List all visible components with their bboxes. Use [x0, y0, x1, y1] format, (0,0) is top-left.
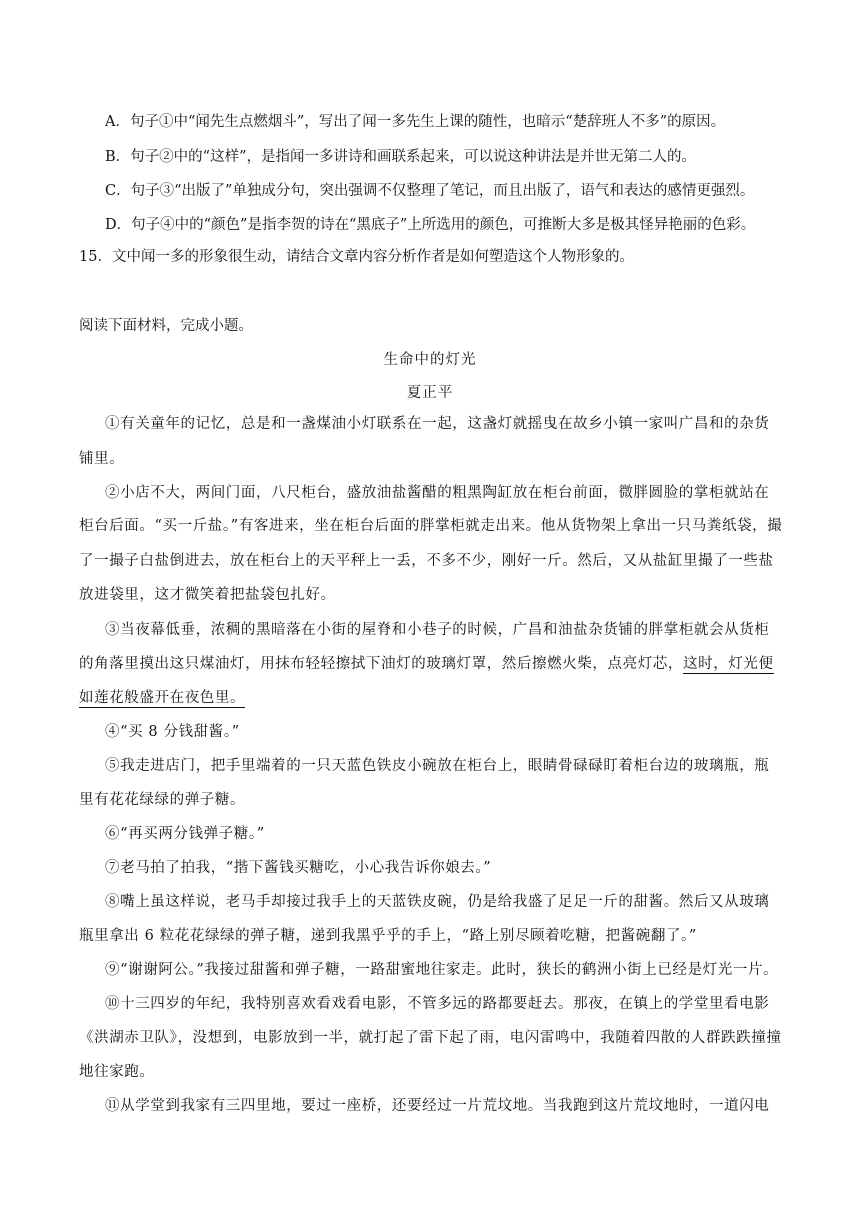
underlined-sentence-end: 如莲花般盛开在夜色里。: [79, 690, 246, 706]
paragraph-10-line-2: 《洪湖赤卫队》，没想到，电影放到一半，就打起了雷下起了雨，电闪雷鸣中，我随着四散的人群跌跌撞撞: [79, 1030, 782, 1046]
option-b: B．句子②中的“这样”，是指闻一多讲诗和画联系起来，可以说这种讲法是并世无第二人的。: [105, 149, 696, 165]
paragraph-5-line-2: 里有花花绿绿的弹子糖。: [79, 792, 246, 808]
reading-instruction: 阅读下面材料，完成小题。: [79, 318, 253, 334]
paragraph-5-line-1: ⑤我走进店门，把手里端着的一只天蓝色铁皮小碗放在柜台上，眼睛骨碌碌盯着柜台边的玻璃瓶，瓶: [105, 758, 770, 774]
option-a: A．句子①中“闻先生点燃烟斗”，写出了闻一多先生上课的随性，也暗示“楚辞班人不多”的原因。: [105, 114, 726, 130]
paragraph-11-line-1: ⑪从学堂到我家有三四里地，要过一座桥，还要经过一片荒坟地。当我跑到这片荒坟地时，一道闪电: [105, 1098, 770, 1114]
paragraph-2-line-4: 放进袋里，这才微笑着把盐袋包扎好。: [79, 587, 336, 603]
paragraph-8-line-1: ⑧嘴上虽这样说，老马手却接过我手上的天蓝铁皮碗，仍是给我盛了足足一斤的甜酱。然后又从玻璃: [105, 894, 770, 910]
paragraph-9: ⑨“谢谢阿公。”我接过甜酱和弹子糖，一路甜蜜地往家走。此时，狭长的鹤洲小街上已经是灯光一片。: [105, 962, 779, 978]
option-d: D．句子④中的“颜色”是指李贺的诗在“黑底子”上所选用的颜色，可推断大多是极其怪异艳丽的色彩。: [105, 217, 756, 233]
article-title: 生命中的灯光: [383, 352, 477, 368]
paragraph-7: ⑦老马拍了拍我，“揩下酱钱买糖吃，小心我告诉你娘去。”: [105, 860, 492, 876]
paragraph-2-line-1: ②小店不大，两间门面，八尺柜台，盛放油盐酱醋的粗黑陶缸放在柜台前面，微胖圆脸的掌柜就站在: [105, 485, 770, 501]
paragraph-6: ⑥“再买两分钱弹子糖。”: [105, 826, 265, 842]
paragraph-3-line-1: ③当夜幕低垂，浓稠的黑暗落在小街的屋脊和小巷子的时候，广昌和油盐杂货铺的胖掌柜就会从货柜: [105, 622, 770, 638]
paragraph-10-line-3: 地往家跑。: [79, 1064, 155, 1080]
paragraph-3-line-2: [79, 654, 785, 674]
paragraph-10-line-1: ⑩十三四岁的年纪，我特别喜欢看戏看电影，不管多远的路都要赶去。那夜，在镇上的学堂里看电影: [105, 996, 770, 1012]
paragraph-1-line-2: 铺里。: [79, 451, 125, 467]
paragraph-8-line-2: 瓶里拿出 6 粒花花绿绿的弹子糖，递到我黑乎乎的手上，“路上别尽顾着吃糖，把酱碗翻了。”: [79, 928, 697, 944]
option-c: C．句子③“出版了”单独成分句，突出强调不仅整理了笔记，而且出版了，语气和表达的感情更强烈。: [105, 183, 755, 199]
paragraph-3-line-3: [79, 688, 785, 708]
paragraph-2-line-3: 了一撮子白盐倒进去，放在柜台上的天平秤上一丢，不多不少，刚好一斤。然后，又从盐缸里撮了一些盐: [79, 553, 774, 569]
question-15: 15．文中闻一多的形象很生动，请结合文章内容分析作者是如何塑造这个人物形象的。: [79, 249, 634, 265]
article-author: 夏正平: [406, 385, 454, 401]
paragraph-4: ④“买 8 分钱甜酱。”: [105, 724, 240, 740]
underlined-sentence-start: 这时，灯光便: [683, 656, 774, 672]
paragraph-1-line-1: ①有关童年的记忆，总是和一盏煤油小灯联系在一起，这盏灯就摇曳在故乡小镇一家叫广昌和的杂货: [105, 416, 770, 432]
paragraph-3-line-2-text: 的角落里摸出这只煤油灯，用抹布轻轻擦拭下油灯的玻璃灯罩，然后擦燃火柴，点亮灯芯，: [79, 656, 683, 672]
paragraph-2-line-2: 柜台后面。“买一斤盐。”有客进来，坐在柜台后面的胖掌柜就走出来。他从货物架上拿出一只马粪纸袋，撮: [79, 518, 783, 534]
